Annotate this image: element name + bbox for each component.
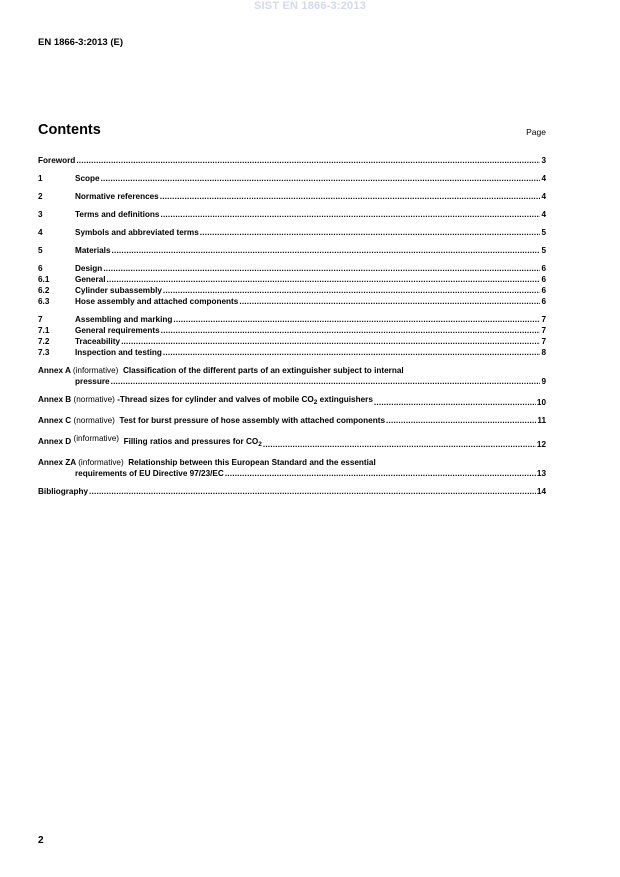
annex-title: Filling ratios and pressures for CO	[123, 437, 259, 446]
table-of-contents	[38, 155, 546, 497]
leader-dots	[163, 347, 541, 358]
leader-dots	[163, 285, 541, 296]
leader-dots	[160, 191, 541, 202]
leader-dots	[160, 209, 540, 220]
annex-title-line2: requirements of EU Directive 97/23/EC	[75, 469, 224, 478]
toc-entry-page: 10	[536, 398, 546, 407]
leader-dots	[386, 415, 536, 426]
toc-entry[interactable]	[38, 173, 546, 184]
watermark: SIST EN 1866-3:2013	[253, 0, 367, 12]
toc-entry[interactable]	[38, 347, 546, 358]
toc-annex-za-continuation[interactable]	[38, 468, 546, 479]
annex-title-line	[38, 415, 385, 426]
annex-title: Relationship between this European Standard and the essential	[128, 458, 376, 467]
leader-dots	[121, 336, 540, 347]
annex-title-line	[38, 457, 376, 468]
subscript: 2	[258, 441, 262, 448]
annex-title: -Thread sizes for cylinder and valves of mobile CO	[117, 395, 314, 404]
annex-type: (informative)	[78, 458, 124, 467]
toc-entry[interactable]	[38, 209, 546, 220]
toc-entry-page: 6	[541, 286, 546, 295]
annex-title-line2: pressure	[75, 377, 110, 386]
annex-label: Annex C	[38, 416, 72, 425]
toc-entry-page: 14	[536, 487, 546, 496]
leader-dots	[76, 155, 540, 166]
toc-entry-page: 7	[541, 326, 546, 335]
leader-dots	[112, 245, 541, 256]
toc-entry-number: 6.2	[38, 286, 50, 295]
toc-entry-title: Symbols and abbreviated terms	[75, 228, 199, 237]
toc-entry-number: 7.3	[38, 348, 50, 357]
annex-label: Annex A	[38, 366, 71, 375]
toc-entry-page: 4	[541, 174, 546, 183]
toc-entry-title: Inspection and testing	[75, 348, 162, 357]
page-column-label: Page	[526, 127, 546, 137]
toc-annex-za[interactable]	[38, 457, 546, 468]
toc-entry-number: 6	[38, 264, 43, 273]
subscript: 2	[313, 399, 318, 406]
toc-annex-a[interactable]	[38, 365, 546, 376]
toc-entry[interactable]	[38, 263, 546, 274]
toc-entry-page: 6	[541, 297, 546, 306]
toc-annex-b[interactable]	[38, 394, 546, 408]
toc-entry[interactable]	[38, 296, 546, 307]
toc-entry-number: 2	[38, 192, 43, 201]
toc-entry-title: Terms and definitions	[75, 210, 160, 219]
leader-dots	[225, 468, 536, 479]
toc-entry[interactable]	[38, 227, 546, 238]
toc-entry-page: 4	[541, 192, 546, 201]
leader-dots	[89, 486, 536, 497]
leader-dots	[239, 296, 540, 307]
toc-entry[interactable]	[38, 314, 546, 325]
leader-dots	[107, 274, 541, 285]
annex-title: Classification of the different parts of an extinguisher subject to internal	[122, 366, 404, 375]
annex-type: (informative)	[72, 366, 119, 375]
toc-entry-page: 5	[541, 246, 546, 255]
leader-dots	[111, 376, 541, 387]
toc-entry-page: 6	[541, 264, 546, 273]
toc-entry-title: Hose assembly and attached components	[75, 297, 239, 306]
contents-heading: Contents	[38, 122, 101, 138]
leader-dots	[200, 227, 541, 238]
toc-entry-number: 4	[38, 228, 43, 237]
page-number: 2	[38, 835, 44, 846]
toc-entry-number: 3	[38, 210, 43, 219]
annex-label: Annex B	[38, 395, 72, 404]
toc-entry[interactable]	[38, 285, 546, 296]
toc-entry-page: 8	[541, 348, 546, 357]
toc-entry-title: General	[75, 275, 106, 284]
toc-entry-page: 3	[541, 156, 546, 165]
toc-entry-title: Foreword	[38, 156, 76, 165]
annex-type: (normative)	[73, 395, 115, 404]
annex-type: (informative)	[73, 434, 119, 443]
toc-entry-number: 1	[38, 174, 43, 183]
toc-entry-title: Normative references	[75, 192, 159, 201]
toc-entry-page: 7	[541, 337, 546, 346]
toc-entry-number: 5	[38, 246, 43, 255]
toc-entry-number: 7.1	[38, 326, 50, 335]
toc-entry-number: 6.3	[38, 297, 50, 306]
toc-entry-number: 7	[38, 315, 43, 324]
toc-entry-number: 7.2	[38, 337, 50, 346]
annex-title-line	[38, 433, 262, 450]
toc-entry-foreword[interactable]	[38, 155, 546, 166]
toc-entry[interactable]	[38, 325, 546, 336]
leader-dots	[161, 325, 541, 336]
toc-annex-d[interactable]	[38, 433, 546, 450]
toc-entry-title: General requirements	[75, 326, 160, 335]
toc-entry-page: 6	[541, 275, 546, 284]
annex-title-after: extinguishers	[317, 395, 373, 404]
toc-entry-title: Materials	[75, 246, 111, 255]
toc-entry-number: 6.1	[38, 275, 50, 284]
toc-entry-title: Assembling and marking	[75, 315, 173, 324]
toc-entry-page: 4	[541, 210, 546, 219]
annex-title-line	[38, 365, 404, 376]
toc-entry-title: Scope	[75, 174, 100, 183]
toc-entry-title: Traceability	[75, 337, 121, 346]
toc-entry-page: 5	[541, 228, 546, 237]
leader-dots	[374, 397, 536, 408]
toc-entry-page: 7	[541, 315, 546, 324]
toc-entry-page: 13	[536, 469, 546, 478]
toc-entry[interactable]	[38, 245, 546, 256]
leader-dots	[101, 173, 541, 184]
annex-label: Annex ZA	[38, 458, 76, 467]
toc-entry-title: Design	[75, 264, 103, 273]
annex-title: Test for burst pressure of hose assembly with attached components	[119, 416, 386, 425]
annex-type: (normative)	[73, 416, 115, 425]
toc-annex-c[interactable]	[38, 415, 546, 426]
leader-dots	[103, 263, 540, 274]
toc-entry-bibliography[interactable]	[38, 486, 546, 497]
toc-entry-title: Bibliography	[38, 487, 89, 496]
annex-title-line	[38, 394, 373, 408]
toc-entry-page: 12	[536, 440, 546, 449]
leader-dots	[263, 439, 536, 450]
toc-entry[interactable]	[38, 274, 546, 285]
toc-entry[interactable]	[38, 191, 546, 202]
document-id: EN 1866-3:2013 (E)	[38, 37, 124, 48]
toc-entry-page: 9	[541, 377, 546, 386]
annex-label: Annex D	[38, 437, 72, 446]
toc-entry-page: 11	[537, 416, 546, 425]
toc-entry-title: Cylinder subassembly	[75, 286, 162, 295]
toc-entry[interactable]	[38, 336, 546, 347]
toc-annex-a-continuation[interactable]	[38, 376, 546, 387]
leader-dots	[173, 314, 540, 325]
